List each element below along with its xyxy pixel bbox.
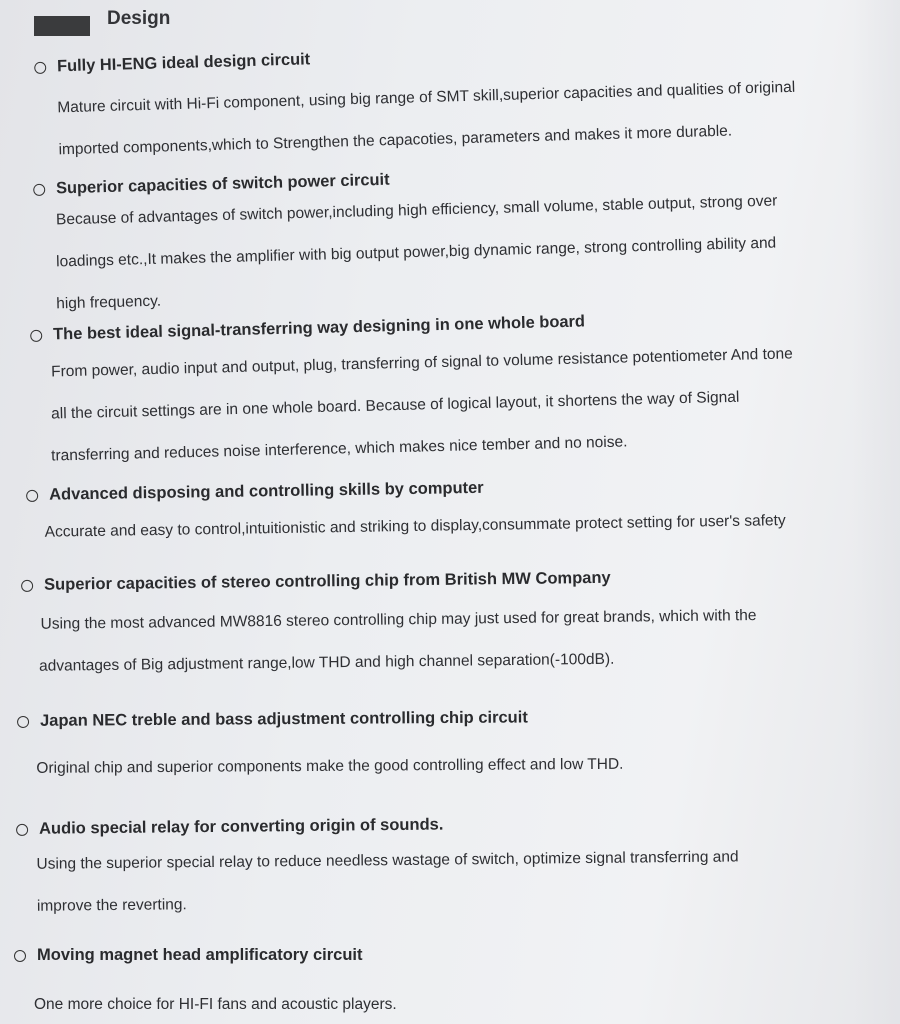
- body-line: Because of advantages of switch power,including high efficiency, small volume, stable output, strong over: [55, 192, 778, 229]
- body-line: transferring and reduces noise interference, which makes nice tember and no noise.: [50, 433, 628, 465]
- page-title: Design: [107, 8, 171, 29]
- body-line: all the circuit settings are in one whole board. Because of logical layout, it shortens the way of Signal: [50, 388, 740, 423]
- section-title: Moving magnet head amplificatory circuit: [37, 946, 363, 964]
- circle-bullet-icon: [17, 715, 29, 727]
- body-line: From power, audio input and output, plug, transferring of signal to volume resistance potentiometer And tone: [50, 345, 793, 381]
- section-heading: [34, 34, 888, 77]
- body-line: One more choice for HI-FI fans and acoustic players.: [34, 996, 397, 1013]
- circle-bullet-icon: [14, 950, 26, 962]
- body-line: imported components,which to Strengthen the capacoties, parameters and makes it more durable.: [58, 122, 733, 159]
- section-computer-control: [26, 472, 886, 541]
- circle-bullet-icon: [21, 579, 33, 591]
- section-heading: [26, 472, 886, 505]
- header-bar: [34, 16, 90, 36]
- body-line: Using the superior special relay to reduce needless wastage of switch, optimize signal transferring and: [36, 848, 739, 873]
- section-title: Japan NEC treble and bass adjustment controlling chip circuit: [39, 708, 528, 730]
- page-edge-shadow: [852, 0, 900, 1024]
- section-audio-relay: [16, 811, 876, 915]
- body-line: Using the most advanced MW8816 stereo controlling chip may just used for great brands, which with the: [40, 607, 757, 633]
- body-line: Accurate and easy to control,intuitionistic and striking to display,consummate protect setting for user's safety: [44, 512, 786, 541]
- section-hi-eng-design: [34, 34, 894, 159]
- section-moving-magnet: [14, 946, 874, 1013]
- section-stereo-chip: [21, 565, 881, 675]
- section-title: Advanced disposing and controlling skills by computer: [48, 478, 484, 504]
- section-heading: [30, 305, 888, 345]
- circle-bullet-icon: [33, 183, 45, 195]
- section-nec-treble-bass: [17, 706, 877, 777]
- section-heading: [21, 565, 881, 595]
- body-line: Original chip and superior components make the good controlling effect and low THD.: [36, 755, 624, 777]
- circle-bullet-icon: [34, 61, 46, 73]
- section-title: The best ideal signal-transferring way designing in one whole board: [52, 312, 586, 344]
- section-heading: [17, 706, 877, 731]
- circle-bullet-icon: [26, 489, 38, 501]
- body-line: advantages of Big adjustment range,low THD and high channel separation(-100dB).: [39, 650, 615, 675]
- section-title: Superior capacities of switch power circuit: [55, 170, 390, 198]
- section-heading: [16, 811, 876, 839]
- section-heading: [14, 946, 874, 965]
- circle-bullet-icon: [16, 823, 28, 835]
- section-title: Fully HI-ENG ideal design circuit: [56, 50, 311, 76]
- body-line: loadings etc.,It makes the amplifier with big output power,big dynamic range, strong controlling ability and: [55, 234, 777, 271]
- body-line: Mature circuit with Hi-Fi component, using big range of SMT skill,superior capacities and qualities of original: [57, 78, 796, 117]
- section-signal-transferring: [30, 305, 890, 465]
- section-title: Superior capacities of stereo controlling chip from British MW Company: [43, 568, 611, 594]
- section-title: Audio special relay for converting origin of sounds.: [38, 815, 444, 838]
- circle-bullet-icon: [30, 329, 42, 341]
- section-switch-power: [33, 157, 893, 313]
- body-line: improve the reverting.: [36, 896, 187, 915]
- body-line: high frequency.: [56, 292, 162, 313]
